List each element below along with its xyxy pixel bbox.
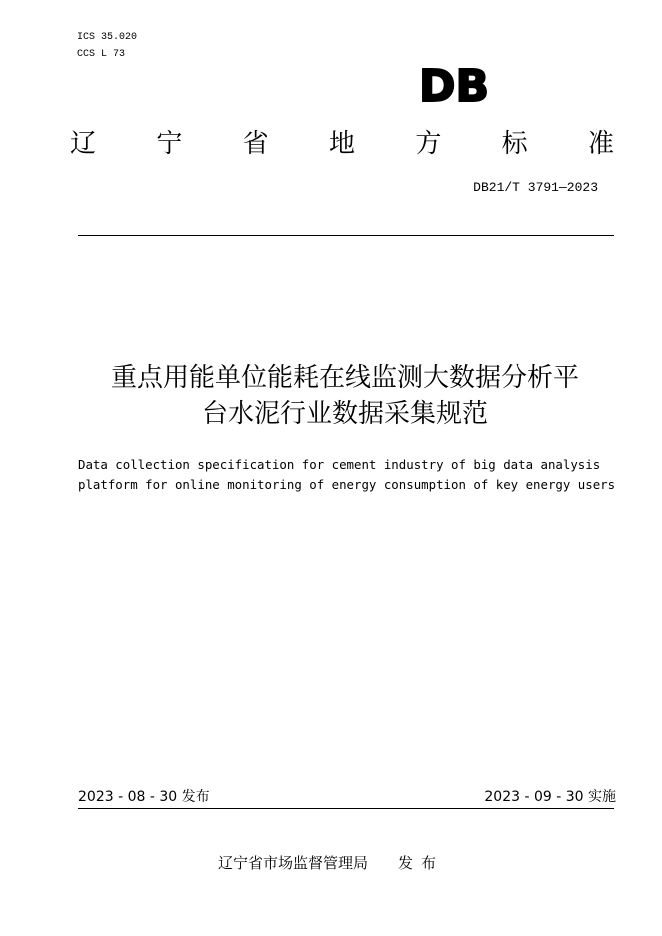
implementation-date: 2023 - 09 - 30 实施 <box>484 789 616 805</box>
db-logo <box>418 66 490 104</box>
issuer-line <box>0 852 662 874</box>
ccs-code: CCS L 73 <box>77 49 126 60</box>
db-logo-text: DB <box>419 66 489 104</box>
category-char: 辽 <box>70 129 97 159</box>
title-english-line-1: Data collection specification for cement industry of big data analysis <box>78 457 601 472</box>
ics-code: ICS 35.020 <box>77 32 138 43</box>
title-chinese-line-2: 台水泥行业数据采集规范 <box>201 399 488 429</box>
category-char: 宁 <box>156 129 183 159</box>
category-char: 地 <box>328 129 355 159</box>
issuer-action: 发布 <box>398 854 445 872</box>
category-char: 方 <box>415 129 442 159</box>
title-english-line-2: platform for online monitoring of energy consumption of key energy users <box>78 477 616 492</box>
category-char: 省 <box>242 129 269 159</box>
title-chinese-line-1: 重点用能单位能耗在线监测大数据分析平 <box>110 363 579 393</box>
issue-date: 2023 - 08 - 30 发布 <box>78 789 210 805</box>
standard-category <box>70 124 614 164</box>
top-divider <box>78 235 614 236</box>
category-char: 准 <box>587 129 614 159</box>
category-char: 标 <box>501 129 528 159</box>
bottom-divider <box>78 808 614 809</box>
standard-number: DB21/T 3791—2023 <box>473 180 598 195</box>
issuer-organization: 辽宁省市场监督管理局 <box>217 854 368 872</box>
